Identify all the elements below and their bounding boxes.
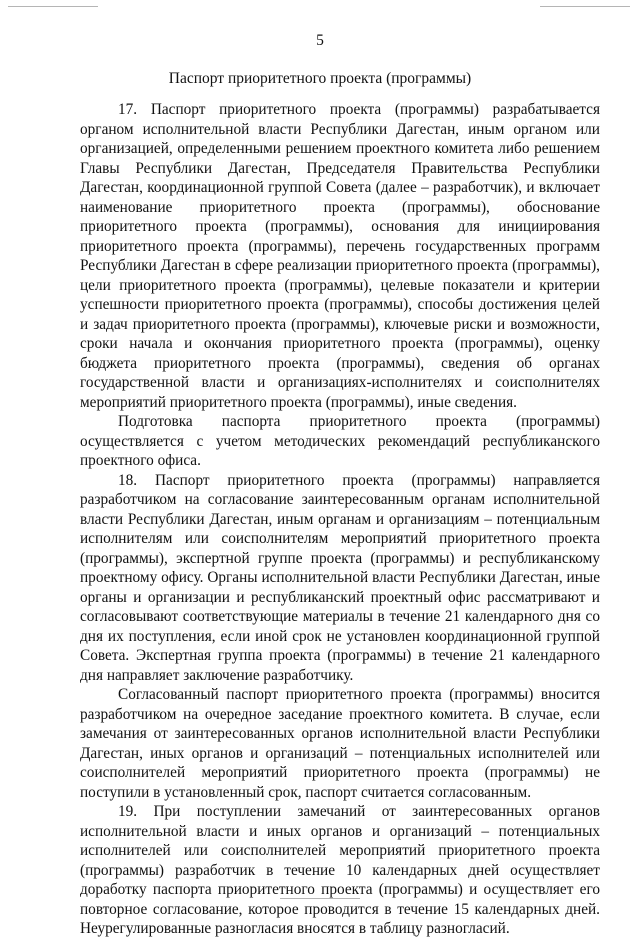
- scan-mark-top-right: [540, 6, 630, 7]
- body-text: [80, 100, 600, 939]
- paragraph-17: 17. Паспорт приоритетного проекта (программы) разрабатывается органом исполнительной власти Республики Дагестан, иным органом или организацией, определенными решением проектного комитета либо решением Главы Республики Дагестан, Председателя Правительства Республики Дагестан, координационной группой Совета (далее – разработчик), и включает наименование приоритетного проекта (программы), обоснование приоритетного проекта (программы), основания для инициирования приоритетного проекта (программы), перечень государственных программ Республики Дагестан в сфере реализации приоритетного проекта (программы), цели приоритетного проекта (программы), целевые показатели и критерии успешности приоритетного проекта (программы), способы достижения целей и задач приоритетного проекта (программы), ключевые риски и возможности, сроки начала и окончания приоритетного проекта (программы), оценку бюджета приоритетного проекта (программы), сведения об органах государственной власти и организациях-исполнителях и соисполнителях мероприятий приоритетного проекта (программы), иные сведения.: [80, 101, 600, 411]
- paragraph-19: 19. При поступлении замечаний от заинтересованных органов исполнительной власти и иных органов и организаций – потенциальных исполнителей или соисполнителей мероприятий приоритетного проекта (программы) разработчик в течение 10 календарных дней осуществляет доработку паспорта приоритетного проекта (программы) и осуществляет его повторное согласование, которое проводится в течение 15 календарных дней. Неурегулированные разногласия вносятся в таблицу разногласий.: [80, 803, 600, 937]
- paragraph-preparation: Подготовка паспорта приоритетного проекта (программы) осуществляется с учетом методических рекомендаций республиканского проектного офиса.: [80, 413, 600, 469]
- page-number: 5: [316, 32, 324, 49]
- section-title: Паспорт приоритетного проекта (программы): [168, 70, 472, 87]
- paragraph-18: 18. Паспорт приоритетного проекта (программы) направляется разработчиком на согласование заинтересованным органам исполнительной власти Республики Дагестан, иным органам и организациям – потенциальным исполнителям или соисполнителям мероприятий приоритетного проекта (программы), экспертной группе проекта (программы) и республиканскому проектному офису. Органы исполнительной власти Республики Дагестан, иные органы и организации и республиканский проектный офис рассматривают и согласовывают соответствующие материалы в течение 21 календарного дня со дня их поступления, если иной срок не установлен координационной группой Совета. Экспертная группа проекта (программы) в течение 21 календарного дня направляет заключение разработчику.: [80, 471, 600, 684]
- paragraph-agreed-passport: Согласованный паспорт приоритетного проекта (программы) вносится разработчиком на очередное заседание проектного комитета. В случае, если замечания от заинтересованных органов исполнительной власти Республики Дагестан, иных органов и организаций – потенциальных исполнителей или соисполнителей мероприятий приоритетного проекта (программы) не поступили в установленный срок, паспорт считается согласованным.: [80, 686, 600, 801]
- scan-mark-top-left: [8, 6, 98, 7]
